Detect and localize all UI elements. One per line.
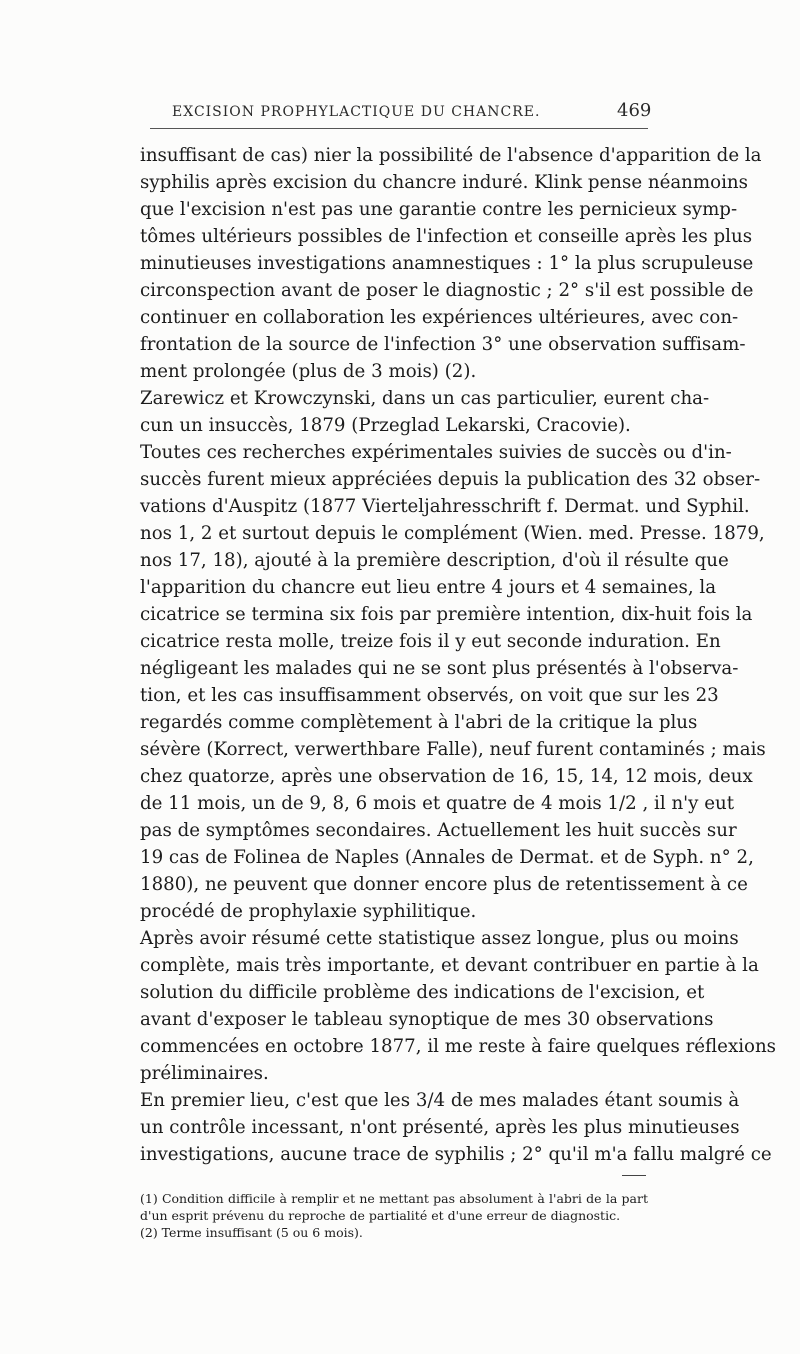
text-line: Zarewicz et Krowczynski, dans un cas particulier, eurent cha- — [140, 388, 710, 409]
text-line: continuer en collaboration les expériences ultérieures, avec con- — [140, 307, 739, 328]
text-line: ment prolongée (plus de 3 mois) (2). — [140, 361, 477, 382]
text-line: tion, et les cas insuffisamment observés, on voit que sur les 23 — [140, 685, 719, 706]
text-line: commencées en octobre 1877, il me reste à faire quelques réflexions — [140, 1036, 777, 1057]
text-line: chez quatorze, après une observation de 16, 15, 14, 12 mois, deux — [140, 766, 753, 787]
text-line: investigations, aucune trace de syphilis ; 2° qu'il m'a fallu malgré ce — [140, 1144, 772, 1165]
footnote-line: d'un esprit prévenu du reproche de partialité et d'une erreur de diagnostic. — [140, 1208, 621, 1223]
text-line: un contrôle incessant, n'ont présenté, après les plus minutieuses — [140, 1117, 740, 1138]
text-line: minutieuses investigations anamnestiques : 1° la plus scrupuleuse — [140, 253, 754, 274]
text-line: nos 1, 2 et surtout depuis le complément (Wien. med. Presse. 1879, — [140, 523, 765, 544]
text-line: l'apparition du chancre eut lieu entre 4 jours et 4 semaines, la — [140, 577, 717, 598]
text-line: syphilis après excision du chancre induré. Klink pense néanmoins — [140, 172, 748, 193]
footnote-line: (2) Terme insuffisant (5 ou 6 mois). — [140, 1225, 363, 1240]
text-line: regardés comme complètement à l'abri de la critique la plus — [140, 712, 698, 733]
text-line: nos 17, 18), ajouté à la première description, d'où il résulte que — [140, 550, 729, 571]
text-line: de 11 mois, un de 9, 8, 6 mois et quatre de 4 mois 1/2 , il n'y eut — [140, 793, 735, 814]
text-line: Après avoir résumé cette statistique assez longue, plus ou moins — [140, 928, 739, 949]
running-title: EXCISION PROPHYLACTIQUE DU CHANCRE. — [172, 104, 541, 120]
text-line: vations d'Auspitz (1877 Vierteljahresschrift f. Dermat. und Syphil. — [140, 496, 750, 517]
text-line: cicatrice se termina six fois par première intention, dix-huit fois la — [140, 604, 753, 625]
page-number: 469 — [617, 100, 652, 121]
text-line: circonspection avant de poser le diagnostic ; 2° s'il est possible de — [140, 280, 754, 301]
text-line: pas de symptômes secondaires. Actuellement les huit succès sur — [140, 820, 737, 841]
text-line: tômes ultérieurs possibles de l'infection et conseille après les plus — [140, 226, 753, 247]
text-line: que l'excision n'est pas une garantie contre les pernicieux symp- — [140, 199, 738, 220]
text-line: succès furent mieux appréciées depuis la publication des 32 obser- — [140, 469, 761, 490]
text-line: avant d'exposer le tableau synoptique de mes 30 observations — [140, 1009, 714, 1030]
text-line: En premier lieu, c'est que les 3/4 de mes malades étant soumis à — [140, 1090, 740, 1111]
footnote-rule — [622, 1175, 646, 1176]
header-rule — [150, 128, 648, 129]
text-line: solution du difficile problème des indications de l'excision, et — [140, 982, 705, 1003]
text-line: 1880), ne peuvent que donner encore plus de retentissement à ce — [140, 874, 748, 895]
running-header — [0, 100, 800, 130]
text-line: cicatrice resta molle, treize fois il y eut seconde induration. En — [140, 631, 721, 652]
text-line: 19 cas de Folinea de Naples (Annales de Dermat. et de Syph. n° 2, — [140, 847, 754, 868]
text-line: insuffisant de cas) nier la possibilité de l'absence d'apparition de la — [140, 145, 762, 166]
text-line: cun un insuccès, 1879 (Przeglad Lekarski, Cracovie). — [140, 415, 631, 436]
text-line: sévère (Korrect, verwerthbare Falle), neuf furent contaminés ; mais — [140, 739, 766, 760]
text-line: Toutes ces recherches expérimentales suivies de succès ou d'in- — [140, 442, 732, 463]
text-line: négligeant les malades qui ne se sont plus présentés à l'observa- — [140, 658, 739, 679]
text-line: préliminaires. — [140, 1063, 269, 1084]
body-text — [140, 142, 777, 1168]
footnotes — [140, 1190, 648, 1241]
text-line: frontation de la source de l'infection 3° une observation suffisam- — [140, 334, 746, 355]
footnote-line: (1) Condition difficile à remplir et ne mettant pas absolument à l'abri de la part — [140, 1191, 648, 1206]
text-line: complète, mais très importante, et devant contribuer en partie à la — [140, 955, 759, 976]
text-line: procédé de prophylaxie syphilitique. — [140, 901, 477, 922]
